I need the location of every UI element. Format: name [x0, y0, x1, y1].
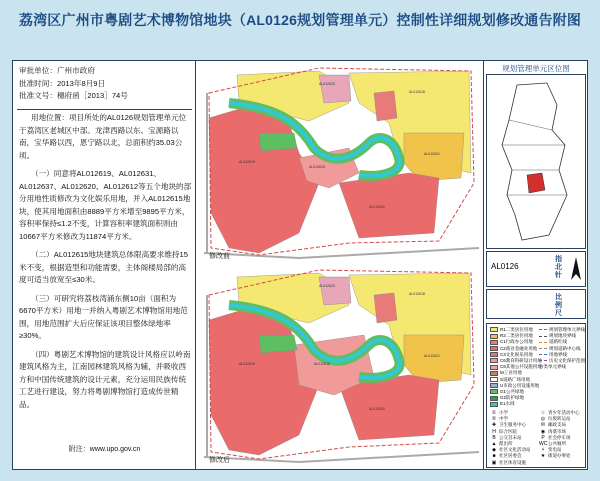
- legend-item: [490, 370, 522, 376]
- legend-symbol-icon: WC: [539, 441, 548, 447]
- parcel-label: AL012619: [239, 160, 255, 164]
- legend-item: [490, 377, 530, 383]
- scale-row: [486, 289, 586, 319]
- legend-symbol-icon: ▲: [491, 441, 497, 447]
- legend-label: C3文化娱乐用地: [500, 351, 533, 357]
- legend-swatch: [490, 396, 498, 401]
- legend-label: 派出所: [499, 441, 513, 447]
- legend-label: C9其他公共设施用地: [500, 364, 542, 370]
- legend-symbol-icon: P: [541, 434, 545, 441]
- legend-swatch: [490, 371, 498, 376]
- legend-line-item: [539, 352, 567, 358]
- legend-symbol-icon: B: [492, 434, 496, 441]
- unit-code: AL0126: [491, 262, 519, 271]
- legend-symbol-item: [490, 460, 526, 466]
- legend-swatch: [490, 358, 498, 363]
- legend-label: 规划道路中心线: [549, 345, 581, 351]
- legend-label: 垃圾转运站: [548, 416, 571, 422]
- legend-symbol-icon: ①: [491, 410, 497, 416]
- approval-date: 批准时间：2013年8月9日: [19, 78, 106, 88]
- legend-symbol-item: [539, 416, 571, 422]
- legend-label: 规划管理单元界线: [549, 327, 585, 332]
- legend-label: 中学: [499, 416, 508, 422]
- legend-symbol-icon: ▣: [491, 459, 497, 466]
- legend-label: R2二类居住用地: [500, 333, 533, 339]
- approval-info: [19, 65, 192, 103]
- legend-line-item: [539, 346, 581, 352]
- parcel-label: AL012618: [409, 90, 425, 94]
- parcel-label: AL012623: [319, 82, 335, 86]
- legend-label: 历史文化保护范围: [549, 358, 585, 363]
- legend-symbol-icon: ◎: [540, 416, 546, 423]
- legend-line-item: [539, 339, 567, 345]
- map-after[interactable]: [199, 265, 480, 467]
- scale-label: 比例尺: [555, 294, 562, 317]
- legend-swatch: [490, 340, 498, 345]
- legend-label: G1公共绿地: [500, 389, 525, 394]
- legend-symbol-item: [539, 435, 571, 441]
- legend-symbol-item: [490, 447, 531, 453]
- legend-symbol-item: [490, 429, 517, 435]
- legend-symbol-icon: ■: [492, 453, 496, 460]
- legend-swatch: [490, 377, 498, 382]
- legend-label: 邮政支局: [548, 422, 566, 428]
- legend-label: S道路广场用地: [500, 376, 531, 382]
- content-frame: [12, 60, 588, 470]
- legend-symbol-item: [539, 447, 562, 453]
- legend-label: 公交首末站: [499, 434, 522, 440]
- legend-label: C2商业金融业用地: [500, 345, 538, 351]
- north-arrow-icon: [569, 256, 583, 282]
- website-note[interactable]: 附注：www.upo.gov.cn: [68, 446, 141, 453]
- parcel-label: AL012618: [409, 292, 425, 296]
- legend-label: C1行政办公用地: [500, 339, 533, 345]
- legend-label: M工业用地: [500, 370, 522, 376]
- legend-label: C6教育科研设计用地: [500, 358, 542, 363]
- legend: [486, 323, 586, 468]
- legend-item: [490, 401, 515, 407]
- legend-symbol-item: [539, 429, 566, 435]
- legend-symbol-item: [490, 422, 526, 428]
- legend-label: G2防护绿地: [500, 395, 525, 401]
- legend-symbol-icon: ★: [540, 453, 546, 460]
- paragraph-location: 用地位置：项目所处的AL0126规划管理单元位于荔湾区老城区中部。龙津西路以东、宝源路以南，宝华路以西，恩宁路以北，总面积约35.03公顷。: [19, 113, 187, 160]
- parcel-label: AL012621: [424, 152, 440, 156]
- legend-swatch: [490, 334, 498, 339]
- legend-symbol-item: [490, 453, 522, 459]
- paragraph-4: （四）粤剧艺术博物馆的建筑设计风格应以岭南建筑风格为主，江南园林建筑风格为辅，并吸收西方和中国传统建筑的设计元素，充分运用民族传统工艺进行建设，努力将粤剧博物馆打造成传世精品。: [19, 349, 191, 409]
- legend-line-swatch: [539, 336, 547, 337]
- legend-label: 社会停车场: [548, 434, 571, 440]
- legend-label: R1二类居住用地: [500, 327, 533, 332]
- right-column: [483, 61, 587, 469]
- legend-label: 社区文化活动站: [499, 447, 531, 453]
- legend-label: 卫生服务中心: [499, 422, 526, 428]
- legend-label: 公共厕所: [548, 441, 566, 447]
- legend-line-swatch: [539, 348, 547, 349]
- parcel-label: AL012615: [309, 165, 325, 169]
- legend-symbol-icon: H: [492, 428, 496, 435]
- divider: [17, 109, 192, 110]
- legend-label: U市政公用设施用地: [500, 382, 540, 388]
- legend-swatch: [490, 352, 498, 357]
- unit-code-row: [486, 251, 586, 287]
- paragraph-1: （一）同意将AL012619、AL012631、AL012637、AL012620、AL012612等五个地块的部分用地性质修改为文化娱乐用地，并入AL012615地块，使其用地面积由8889平方米增至9895平方米，容积率保持≤1.2不变，计算容积率建筑面积则由10667平方米修改为11874平方米。: [19, 169, 192, 241]
- legend-symbol-icon: ☆: [540, 410, 546, 416]
- parcel-label: AL012631: [369, 407, 385, 411]
- paragraph-3: （三）可研究将荔枝湾涌东侧10亩（面积为6670平方米）用地一并纳入粤剧艺术博物馆用地范围，用地范围扩大后应保证该项目整体绿地率≥30%。: [19, 293, 188, 340]
- parcel-label: AL012619: [239, 362, 255, 366]
- legend-swatch: [490, 327, 498, 332]
- legend-label: 街道办事处: [548, 453, 571, 459]
- legend-label: 社区居委会: [499, 453, 522, 459]
- legend-line-swatch: [539, 360, 547, 361]
- map-after-label: 修改后: [209, 457, 230, 464]
- map-before[interactable]: [199, 63, 480, 263]
- legend-swatch: [490, 389, 498, 394]
- legend-symbol-item: [539, 422, 566, 428]
- north-label: 指北针: [555, 256, 562, 279]
- page-title: 荔湾区广州市粤剧艺术博物馆地块（AL0126规划管理单元）控制性详细规划修改通告附图: [18, 12, 582, 28]
- legend-label: 用地界线: [549, 351, 567, 357]
- legend-symbol-icon: ◆: [492, 447, 496, 454]
- legend-label: 综合医院: [499, 428, 517, 434]
- legend-label: E1水域: [500, 401, 515, 407]
- legend-label: 小学: [499, 410, 508, 416]
- parcel-label: AL012631: [369, 205, 385, 209]
- legend-symbol-icon: ✉: [540, 422, 546, 429]
- legend-line-swatch: [539, 342, 547, 343]
- legend-item: [490, 346, 537, 352]
- legend-label: 变电站: [548, 447, 562, 453]
- approval-doc: 批准文号：穗府函［2013］74号: [19, 91, 128, 100]
- legend-line-swatch: [539, 329, 547, 330]
- legend-symbol-icon: ◉: [540, 428, 546, 435]
- legend-symbol-icon: ✚: [491, 422, 497, 429]
- legend-swatch: [490, 402, 498, 407]
- paragraph-list: [19, 112, 192, 411]
- legend-item: [490, 383, 539, 389]
- legend-symbol-icon: ②: [491, 416, 497, 423]
- location-map[interactable]: [486, 74, 586, 249]
- paragraph-2: （二）AL012615地块建筑总体限高要求维持15米不变，根据造型和功能需要，主体阁楼局部的高度可适当放宽至≤30米。: [19, 250, 188, 284]
- legend-label: 青少年活动中心: [548, 410, 580, 416]
- text-column: [13, 61, 196, 469]
- parcel-label: AL012621: [424, 354, 440, 358]
- approval-unit: 审批单位：广州市政府: [19, 66, 95, 75]
- legend-symbol-item: [539, 453, 571, 459]
- legend-item: [490, 339, 533, 345]
- legend-swatch: [490, 383, 498, 388]
- legend-label: 社区体育设施: [499, 459, 526, 465]
- legend-label: 道路红线: [549, 339, 567, 345]
- parcel-label: AL012615: [314, 362, 330, 366]
- map-column: [197, 61, 482, 469]
- legend-item: [490, 352, 533, 358]
- map-before-label: 修改前: [209, 253, 230, 260]
- parcel-label: AL012623: [319, 284, 335, 288]
- legend-swatch: [490, 346, 498, 351]
- legend-symbol-item: [490, 416, 508, 422]
- legend-label: 规划地块界线: [549, 333, 576, 339]
- legend-symbol-item: [490, 435, 522, 441]
- legend-symbol-icon: ⚡: [541, 447, 545, 454]
- legend-line-swatch: [539, 354, 547, 355]
- location-map-title: 规划管理单元区位图: [502, 64, 570, 73]
- legend-label: 肉菜市场: [548, 428, 566, 434]
- legend-swatch: [490, 365, 498, 370]
- legend-header-line: 分类单元界线: [539, 364, 566, 370]
